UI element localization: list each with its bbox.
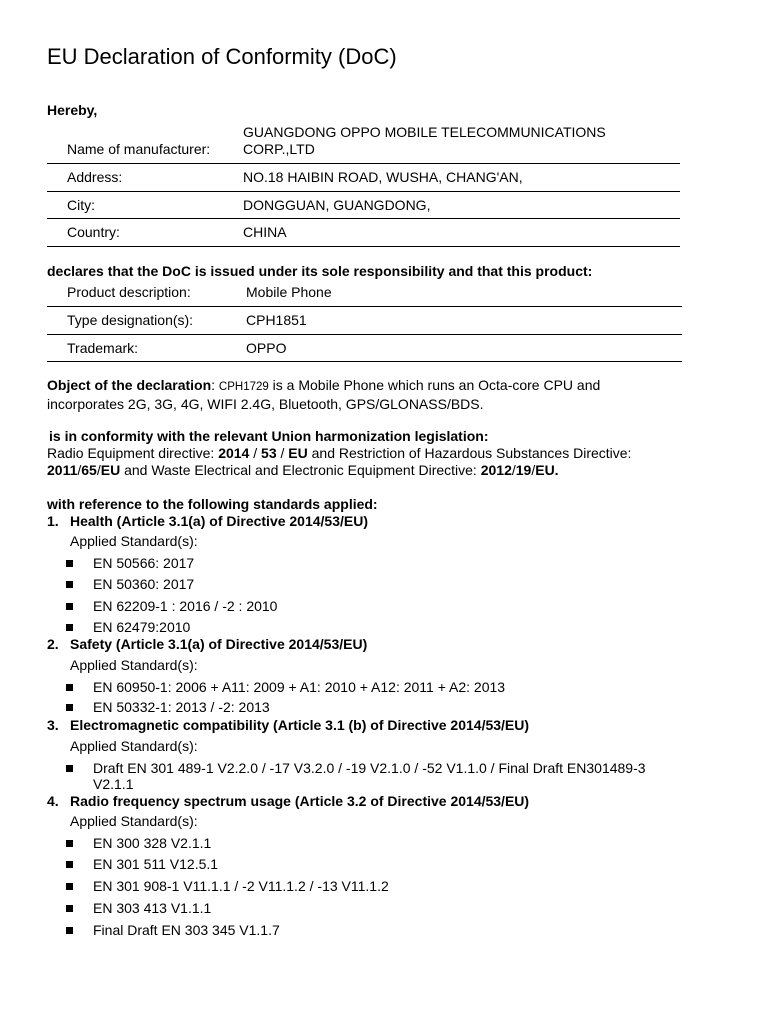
standard-text: EN 300 328 V2.1.1 [93, 835, 212, 851]
standard-text: Final Draft EN 303 345 V1.1.7 [93, 922, 280, 938]
section-safety-heading [47, 636, 367, 652]
directive-year: 2011 [47, 462, 78, 478]
section-number: 1. [47, 513, 59, 529]
manufacturer-key: Name of manufacturer: [47, 121, 243, 163]
product-table [47, 279, 682, 362]
conformity-text: and Restriction of Hazardous Substances Directive: [307, 445, 632, 461]
manufacturer-table [47, 121, 680, 247]
section-health-heading [47, 513, 368, 529]
standard-text: EN 301 511 V12.5.1 [93, 856, 219, 872]
standard-text-continued: V2.1.1 [93, 776, 134, 792]
separator: / [276, 445, 289, 461]
directive-eu: EU [100, 462, 121, 478]
section-title: Safety (Article 3.1(a) of Directive 2014/53/EU) [70, 636, 368, 652]
table-row [47, 121, 680, 163]
address-value: NO.18 HAIBIN ROAD, WUSHA, CHANG'AN, [243, 163, 680, 191]
section-emc-heading [47, 717, 529, 733]
section-number: 3. [47, 717, 59, 733]
page-title: EU Declaration of Conformity (DoC) [47, 44, 397, 69]
section-title: Electromagnetic compatibility (Article 3.1 (b) of Directive 2014/53/EU) [70, 717, 530, 733]
type-designation-value: CPH1851 [246, 306, 682, 334]
standard-text: EN 301 908-1 V11.1.1 / -2 V11.1.2 / -13 V11.1.2 [93, 878, 389, 894]
separator: / [77, 462, 82, 478]
standard-text: EN 62209-1 : 2016 / -2 : 2010 [93, 598, 278, 614]
square-bullet-icon [66, 840, 73, 847]
separator: / [531, 462, 536, 478]
city-value: DONGGUAN, GUANGDONG, [243, 191, 680, 218]
standards-heading: with reference to the following standards applied: [47, 496, 378, 512]
standard-text: EN 50360: 2017 [93, 576, 195, 592]
table-row [47, 334, 682, 361]
conformity-text: and Waste Electrical and Electronic Equipment Directive: [120, 462, 481, 478]
applied-standards-label: Applied Standard(s): [70, 657, 198, 673]
section-radio-heading [47, 793, 529, 809]
hereby-label: Hereby, [47, 102, 98, 118]
section-title: Health (Article 3.1(a) of Directive 2014/53/EU) [70, 513, 369, 529]
square-bullet-icon [66, 765, 73, 772]
standard-text: EN 62479:2010 [93, 619, 191, 635]
standard-text: EN 303 413 V1.1.1 [93, 900, 212, 916]
object-label: Object of the declaration [47, 377, 212, 393]
country-value: CHINA [243, 218, 680, 246]
table-row [47, 163, 680, 191]
applied-standards-label: Applied Standard(s): [70, 813, 198, 829]
object-text-1: is a Mobile Phone which runs an Octa-core CPU and [268, 377, 601, 393]
directive-eu: EU [288, 445, 308, 461]
directive-eu: EU. [535, 462, 559, 478]
country-key: Country: [47, 218, 243, 246]
directive-number: 53 [261, 445, 277, 461]
product-description-key: Product description: [47, 279, 246, 306]
directive-year: 2014 [218, 445, 250, 461]
conformity-text: Radio Equipment directive: [47, 445, 219, 461]
square-bullet-icon [66, 581, 73, 588]
manufacturer-value: GUANGDONG OPPO MOBILE TELECOMMUNICATIONS CORP.,LTD [243, 121, 680, 163]
object-paragraph [47, 377, 737, 413]
trademark-key: Trademark: [47, 334, 246, 361]
square-bullet-icon [66, 684, 73, 691]
conformity-paragraph [47, 445, 747, 479]
product-description-value: Mobile Phone [246, 279, 682, 306]
section-title: Radio frequency spectrum usage (Article 3.2 of Directive 2014/53/EU) [70, 793, 530, 809]
standard-text: EN 50566: 2017 [93, 555, 195, 571]
city-key: City: [47, 191, 243, 218]
square-bullet-icon [66, 927, 73, 934]
section-number: 4. [47, 793, 59, 809]
separator: / [96, 462, 101, 478]
applied-standards-label: Applied Standard(s): [70, 533, 198, 549]
type-designation-key: Type designation(s): [47, 306, 246, 334]
conformity-heading: is in conformity with the relevant Union harmonization legislation: [49, 428, 489, 444]
separator: / [511, 462, 516, 478]
object-code: CPH1729 [218, 381, 269, 393]
address-key: Address: [47, 163, 243, 191]
applied-standards-label: Applied Standard(s): [70, 738, 198, 754]
standard-text: EN 60950-1: 2006 + A11: 2009 + A1: 2010 + A12: 2011 + A2: 2013 [93, 679, 506, 695]
standard-text: EN 50332-1: 2013 / -2: 2013 [93, 699, 270, 715]
square-bullet-icon [66, 704, 73, 711]
declares-text: declares that the DoC is issued under its sole responsibility and that this product: [47, 263, 593, 279]
square-bullet-icon [66, 603, 73, 610]
object-colon: : [211, 377, 219, 393]
square-bullet-icon [66, 861, 73, 868]
table-row [47, 191, 680, 218]
separator: / [249, 445, 262, 461]
table-row [47, 279, 682, 306]
trademark-value: OPPO [246, 334, 682, 361]
square-bullet-icon [66, 905, 73, 912]
standard-text: Draft EN 301 489-1 V2.2.0 / -17 V3.2.0 / -19 V2.1.0 / -52 V1.1.0 / Final Draft EN301489-3 [93, 760, 646, 776]
table-row [47, 306, 682, 334]
directive-number: 19 [515, 462, 532, 478]
directive-year: 2012 [480, 462, 512, 478]
square-bullet-icon [66, 883, 73, 890]
square-bullet-icon [66, 560, 73, 567]
section-number: 2. [47, 636, 59, 652]
square-bullet-icon [66, 624, 73, 631]
directive-number: 65 [81, 462, 97, 478]
object-text-2: incorporates 2G, 3G, 4G, WIFI 2.4G, Bluetooth, GPS/GLONASS/BDS. [47, 396, 484, 412]
table-row [47, 218, 680, 246]
